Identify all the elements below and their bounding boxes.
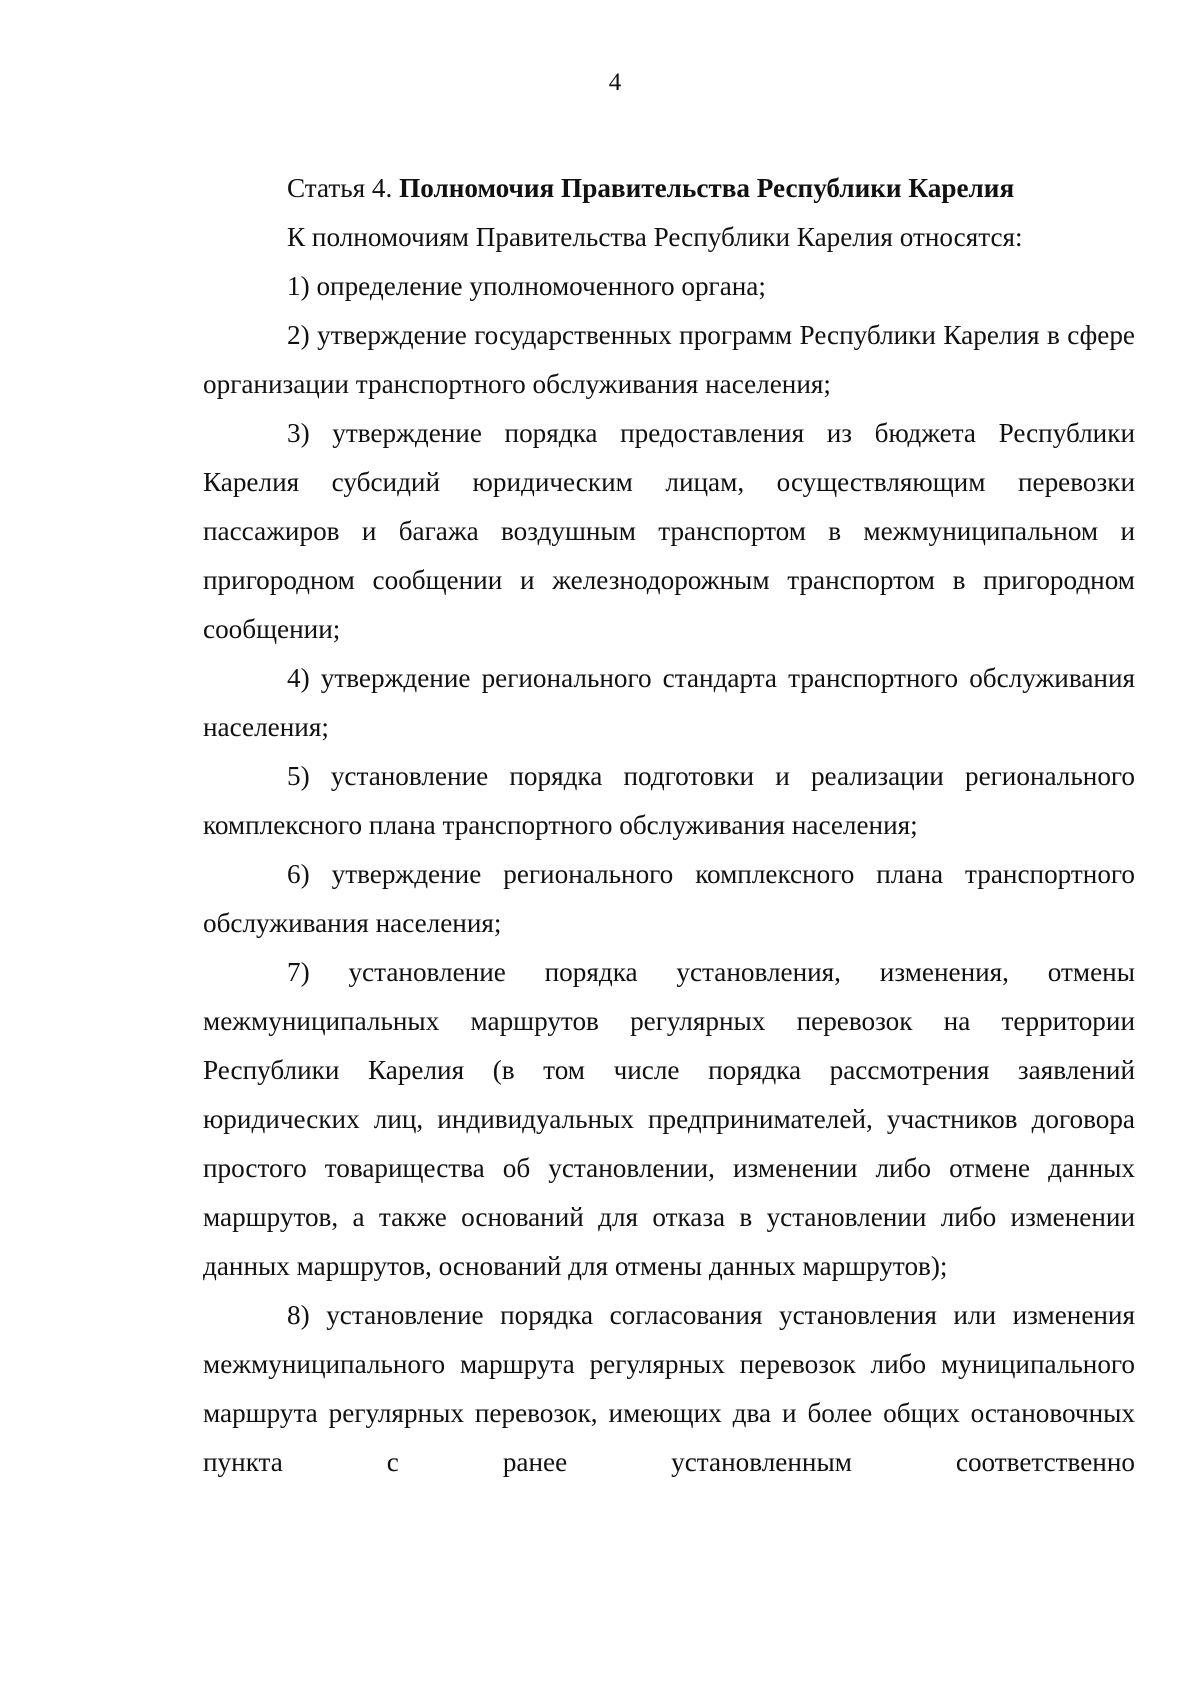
paragraph-item-5: 5) установление порядка подготовки и реализации регионального комплексного плана транспортного обслуживания населения;	[203, 761, 1135, 840]
page-number: 4	[608, 69, 622, 96]
paragraph-item-8: 8) установление порядка согласования установления или изменения межмуниципального маршрута регулярных перевозок либо муниципального маршрута регулярных перевозок, имеющих два и более общих остановочных пункта с ранее установленным соответственно	[203, 1300, 1135, 1477]
article-heading	[203, 164, 1135, 213]
paragraph-item-7: 7) установление порядка установления, изменения, отмены межмуниципальных маршрутов регулярных перевозок на территории Республики Карелия (в том числе порядка рассмотрения заявлений юридических лиц, индивидуальных предпринимателей, участников договора простого товарищества об установлении, изменении либо отмене данных маршрутов, а также оснований для отказа в установлении либо изменении данных маршрутов, оснований для отмены данных маршрутов);	[203, 957, 1135, 1281]
article-title: Полномочия Правительства Республики Карелия	[399, 173, 1015, 203]
article-prefix: Статья 4.	[287, 173, 393, 203]
paragraph-item-6: 6) утверждение регионального комплексного плана транспортного обслуживания населения;	[203, 859, 1135, 938]
paragraph-item-4: 4) утверждение регионального стандарта транспортного обслуживания населения;	[203, 663, 1135, 742]
paragraph-item-1: 1) определение уполномоченного органа;	[287, 271, 766, 301]
paragraph-item-3: 3) утверждение порядка предоставления из бюджета Республики Карелия субсидий юридическим лицам, осуществляющим перевозки пассажиров и багажа воздушным транспортом в межмуниципальном и пригородном сообщении и железнодорожным транспортом в пригородном сообщении;	[203, 418, 1135, 644]
paragraph-item-2: 2) утверждение государственных программ Республики Карелия в сфере организации транспортного обслуживания населения;	[203, 320, 1135, 399]
paragraph-intro: К полномочиям Правительства Республики Карелия относятся:	[287, 222, 1023, 252]
document-body	[203, 164, 1135, 1487]
